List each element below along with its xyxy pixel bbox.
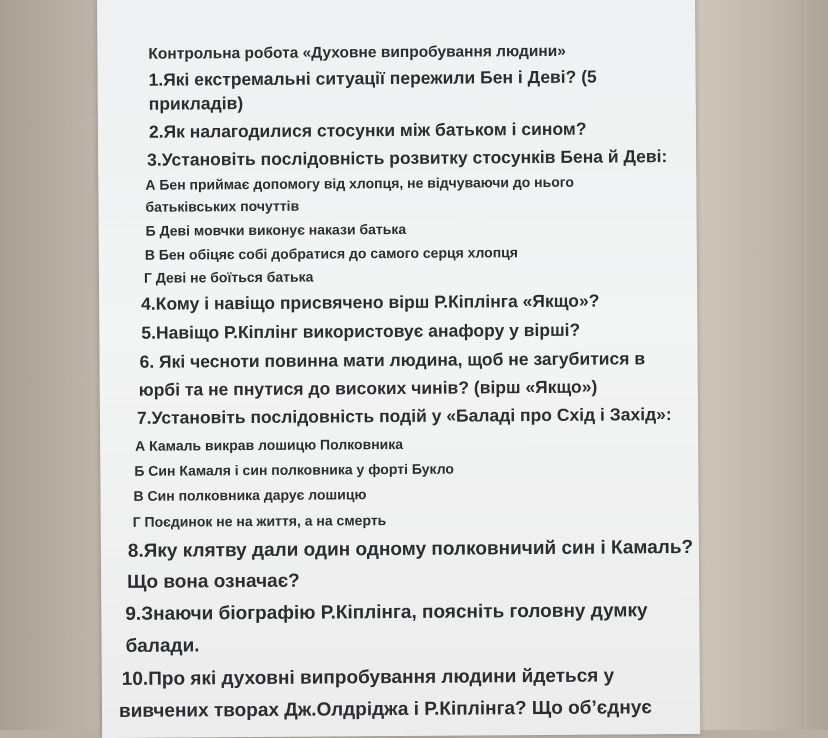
question-3-option-d: Г Деві не боїться батька — [143, 268, 314, 286]
question-3-option-a-line-2: батьківських почуттів — [145, 197, 300, 215]
question-2: 2.Як налагодилися стосунки між батьком і сином? — [148, 118, 587, 142]
question-8-line-1: 8.Яку клятву дали один одному полковничий син і Камаль? — [127, 536, 694, 562]
question-1-line-1: 1.Які екстремальні ситуації пережили Бен і Деві? (5 — [148, 66, 597, 90]
question-8-line-2: Що вона означає? — [127, 570, 300, 593]
question-5: 5.Навіщо Р.Кіплінг використовує анафору у вірші? — [141, 319, 581, 343]
question-3: 3.Установіть послідовність розвитку стосунків Бена й Деві: — [147, 146, 668, 170]
test-title: Контрольна робота «Духовне випробування людини» — [148, 42, 566, 63]
question-10-line-1: 10.Про які духовні випробування людини йдеться у — [121, 665, 615, 690]
question-6-line-1: 6. Які чесноти повинна мати людина, щоб не загубитися в — [139, 348, 646, 372]
question-9-line-1: 9.Знаючи біографію Р.Кіплінга, поясніть головну думку — [125, 600, 648, 625]
question-3-option-b: Б Деві мовчки виконує накази батька — [145, 220, 407, 239]
question-3-option-a-line-1: А Бен приймає допомогу від хлопця, не відчуваючи до нього — [145, 173, 574, 193]
question-7-option-d: Г Поєдинок не на життя, а на смерть — [132, 512, 387, 530]
table-surface-right — [688, 0, 828, 730]
test-paper-sheet — [97, 0, 700, 738]
question-1-line-2: прикладів) — [148, 93, 244, 114]
question-7: 7.Установіть послідовність подій у «Баладі про Схід і Захід»: — [136, 404, 672, 428]
question-3-option-c: В Бен обіцяє собі добратися до самого серця хлопця — [144, 244, 518, 263]
question-9-line-2: балади. — [125, 635, 200, 657]
question-10-line-2: вивчених творах Дж.Олдріджа і Р.Кіплінга? Що об’єднує — [118, 697, 652, 722]
question-6-line-2: юрбі та не пнутися до високих чинів? (вірш «Якщо») — [138, 376, 598, 400]
table-surface-left — [0, 0, 100, 730]
question-4: 4.Кому і навіщо присвячено вірш Р.Кіплінга «Якщо»? — [141, 290, 600, 314]
question-7-option-a: А Камаль викрав лошицю Полковника — [135, 435, 404, 454]
question-7-option-b: Б Син Камаля і син полковника у форті Букло — [134, 460, 454, 479]
question-7-option-c: В Син полковника дарує лошицю — [133, 486, 367, 504]
